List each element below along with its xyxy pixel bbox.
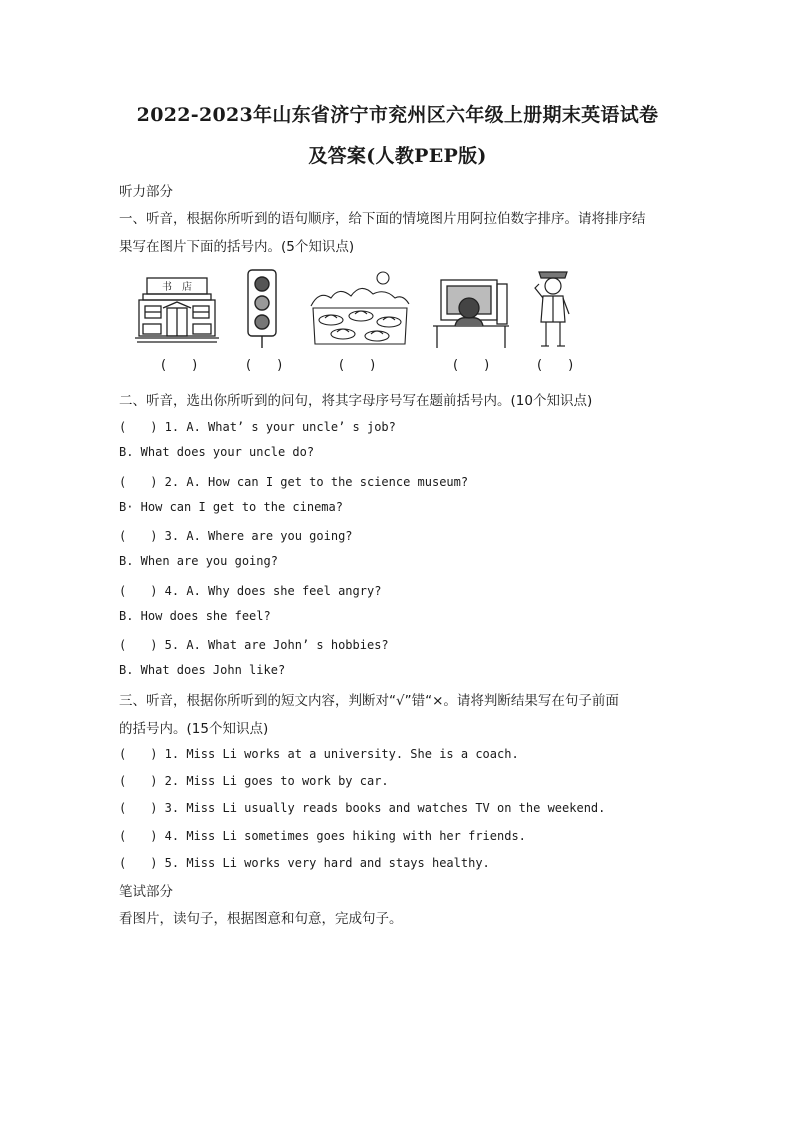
part2-line: B. What does John like? (119, 663, 286, 677)
part2-line: ( ) 2. A. How can I get to the science museum? (119, 475, 469, 489)
listening-heading: 听力部分 (119, 184, 173, 200)
part2-line: B· How can I get to the cinema? (119, 500, 343, 514)
part3-instruction-1: 三、听音，根据你所听到的短文内容，判断对“√”错“×。请将判断结果写在句子前面 (119, 693, 619, 709)
part2-line: ( ) 3. A. Where are you going? (119, 529, 353, 543)
food-table-icon (309, 268, 411, 350)
picture-2-answer[interactable]: ( ) (246, 358, 283, 373)
police-officer-icon (531, 268, 575, 350)
part3-line: ( ) 3. Miss Li usually reads books and watches TV on the weekend. (119, 801, 606, 815)
part2-line: B. What does your uncle do? (119, 445, 315, 459)
part3-line: ( ) 5. Miss Li works very hard and stays healthy. (119, 856, 490, 870)
part2-line: ( ) 4. A. Why does she feel angry? (119, 584, 382, 598)
picture-4-answer[interactable]: ( ) (453, 358, 490, 373)
written-instruction: 看图片，读句子，根据图意和句意，完成句子。 (119, 911, 403, 927)
picture-1-answer[interactable]: ( ) (161, 358, 198, 373)
part3-line: ( ) 4. Miss Li sometimes goes hiking with her friends. (119, 829, 526, 843)
picture-3-answer[interactable]: ( ) (339, 358, 376, 373)
page-title-line1: 2022-2023年山东省济宁市兖州区六年级上册期末英语试卷 (136, 104, 659, 126)
part2-line: B. How does she feel? (119, 609, 271, 623)
written-heading: 笔试部分 (119, 884, 173, 900)
part2-line: B. When are you going? (119, 554, 278, 568)
traffic-light-icon (245, 268, 279, 350)
part3-instruction-2: 的括号内。(15个知识点) (119, 721, 269, 737)
picture-row (133, 268, 593, 378)
page-title-line2: 及答案(人教PEP版) (308, 145, 487, 167)
girl-at-computer-icon (431, 268, 511, 350)
part3-line: ( ) 1. Miss Li works at a university. She is a coach. (119, 747, 519, 761)
bookstore-icon (133, 268, 221, 348)
part3-line: ( ) 2. Miss Li goes to work by car. (119, 774, 389, 788)
part1-instruction-2: 果写在图片下面的括号内。(5个知识点) (119, 239, 355, 255)
part2-line: ( ) 5. A. What are John’ s hobbies? (119, 638, 389, 652)
part2-line: ( ) 1. A. What’ s your uncle’ s job? (119, 420, 396, 434)
part2-instruction: 二、听音，选出你所听到的问句，将其字母序号写在题前括号内。(10个知识点) (119, 393, 593, 409)
picture-5-answer[interactable]: ( ) (537, 358, 574, 373)
part1-instruction-1: 一、听音，根据你所听到的语句顺序，给下面的情境图片用阿拉伯数字排序。请将排序结 (119, 211, 646, 227)
bookstore-sign: 书 店 (162, 282, 192, 293)
